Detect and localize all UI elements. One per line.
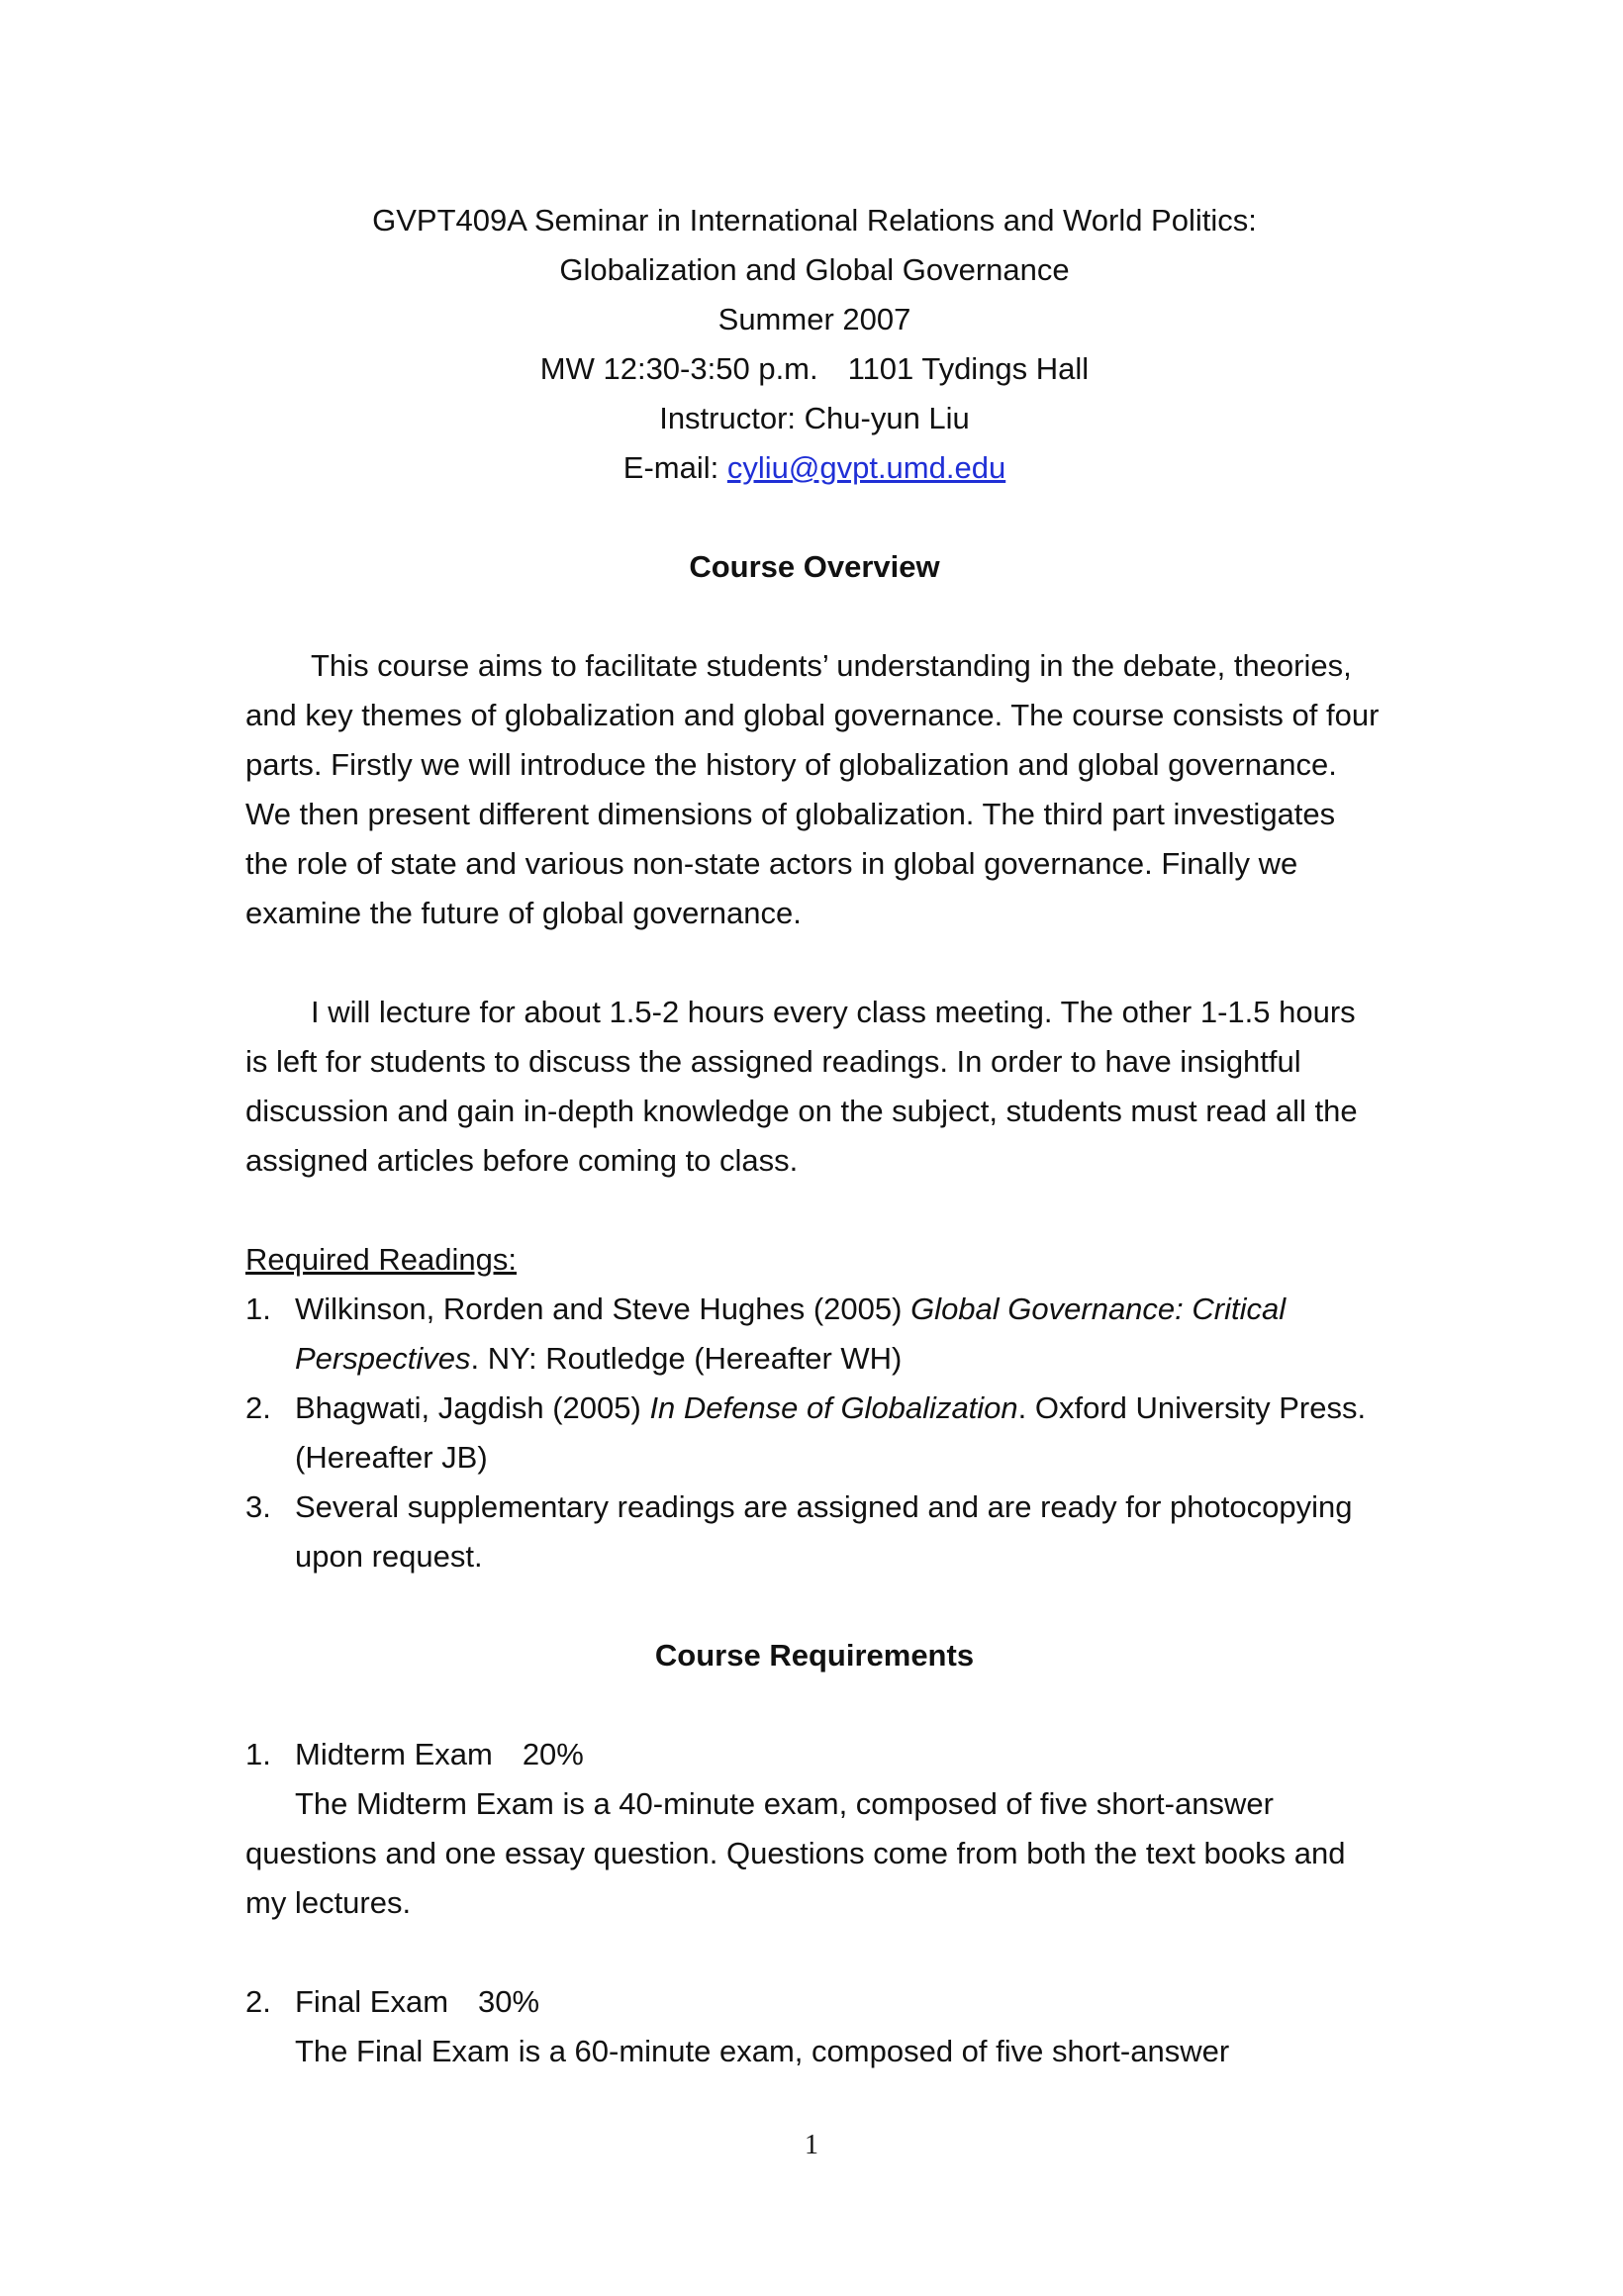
- overview-paragraph-2: I will lecture for about 1.5-2 hours every class meeting. The other 1-1.5 hours is left for students to discuss the assigned readings. In order to have insightful discussion and gain in-depth knowledge on the subject, students must read all the assigned articles before coming to class.: [245, 995, 1358, 1178]
- page-content: [245, 196, 1384, 2076]
- reading-text-after: . NY: Routledge (Hereafter WH): [470, 1341, 903, 1376]
- email-label: E-mail:: [622, 450, 719, 485]
- reading-text: Several supplementary readings are assigned and are ready for photocopying upon request.: [295, 1489, 1353, 1574]
- reading-text: Bhagwati, Jagdish (2005): [295, 1390, 650, 1425]
- requirement-number: 2.: [245, 1984, 271, 2019]
- requirement-weight: 20%: [522, 1737, 584, 1771]
- reading-title: Global Governance: Critical Perspectives: [295, 1292, 1287, 1376]
- requirement-item: [245, 1977, 1384, 2076]
- requirement-desc-rest: questions and one essay question. Questions come from both the text books and my lectures.: [245, 1836, 1346, 1920]
- section-heading-overview: Course Overview: [689, 549, 940, 584]
- requirement-desc-line1: The Midterm Exam is a 40-minute exam, composed of five short-answer: [295, 1786, 1274, 1821]
- course-header: [208, 196, 1421, 493]
- course-instructor: Instructor: Chu-yun Liu: [659, 401, 970, 435]
- course-term: Summer 2007: [717, 302, 911, 336]
- course-title-line2: Globalization and Global Governance: [559, 252, 1070, 287]
- reading-number: 2.: [245, 1390, 271, 1425]
- reading-text-after: . Oxford University Press. (Hereafter JB): [295, 1390, 1367, 1475]
- reading-item: [245, 1384, 1384, 1483]
- page-number: 1: [805, 2130, 818, 2160]
- reading-title: In Defense of Globalization: [649, 1390, 1018, 1425]
- reading-item: [245, 1483, 1384, 1581]
- reading-number: 1.: [245, 1292, 271, 1326]
- requirements-list: [245, 1730, 1384, 2076]
- requirement-desc-line1: The Final Exam is a 60-minute exam, composed of five short-answer: [295, 2034, 1230, 2068]
- course-title-line1: GVPT409A Seminar in International Relations and World Politics:: [372, 203, 1257, 238]
- requirement-weight: 30%: [478, 1984, 540, 2019]
- reading-number: 3.: [245, 1489, 271, 1524]
- requirement-item: [245, 1730, 1384, 1928]
- requirement-header: [245, 1977, 1384, 2027]
- email-link[interactable]: cyliu@gvpt.umd.edu: [726, 450, 1006, 485]
- course-schedule-line: [208, 344, 1421, 394]
- reading-text: Wilkinson, Rorden and Steve Hughes (2005): [295, 1292, 911, 1326]
- section-heading-requirements: Course Requirements: [654, 1638, 975, 1673]
- requirement-name: Final Exam: [295, 1984, 449, 2019]
- required-readings-title: Required Readings:: [245, 1242, 518, 1277]
- required-readings-list: [245, 1285, 1384, 1581]
- reading-item: [245, 1285, 1384, 1384]
- email-line: [208, 443, 1421, 493]
- requirement-header: [245, 1730, 1384, 1779]
- course-schedule: MW 12:30-3:50 p.m.: [539, 351, 818, 386]
- overview-paragraph-1: This course aims to facilitate students’ understanding in the debate, theories, and key themes of globalization and global governance. The course consists of four parts. Firstly we will introduce the history of globalization and global governance. We then present different dimensions of globalization. The third part investigates the role of state and various non-state actors in global governance. Finally we examine the future of global governance.: [245, 648, 1380, 930]
- requirement-name: Midterm Exam: [295, 1737, 493, 1771]
- requirement-number: 1.: [245, 1737, 271, 1771]
- course-location: 1101 Tydings Hall: [847, 351, 1090, 386]
